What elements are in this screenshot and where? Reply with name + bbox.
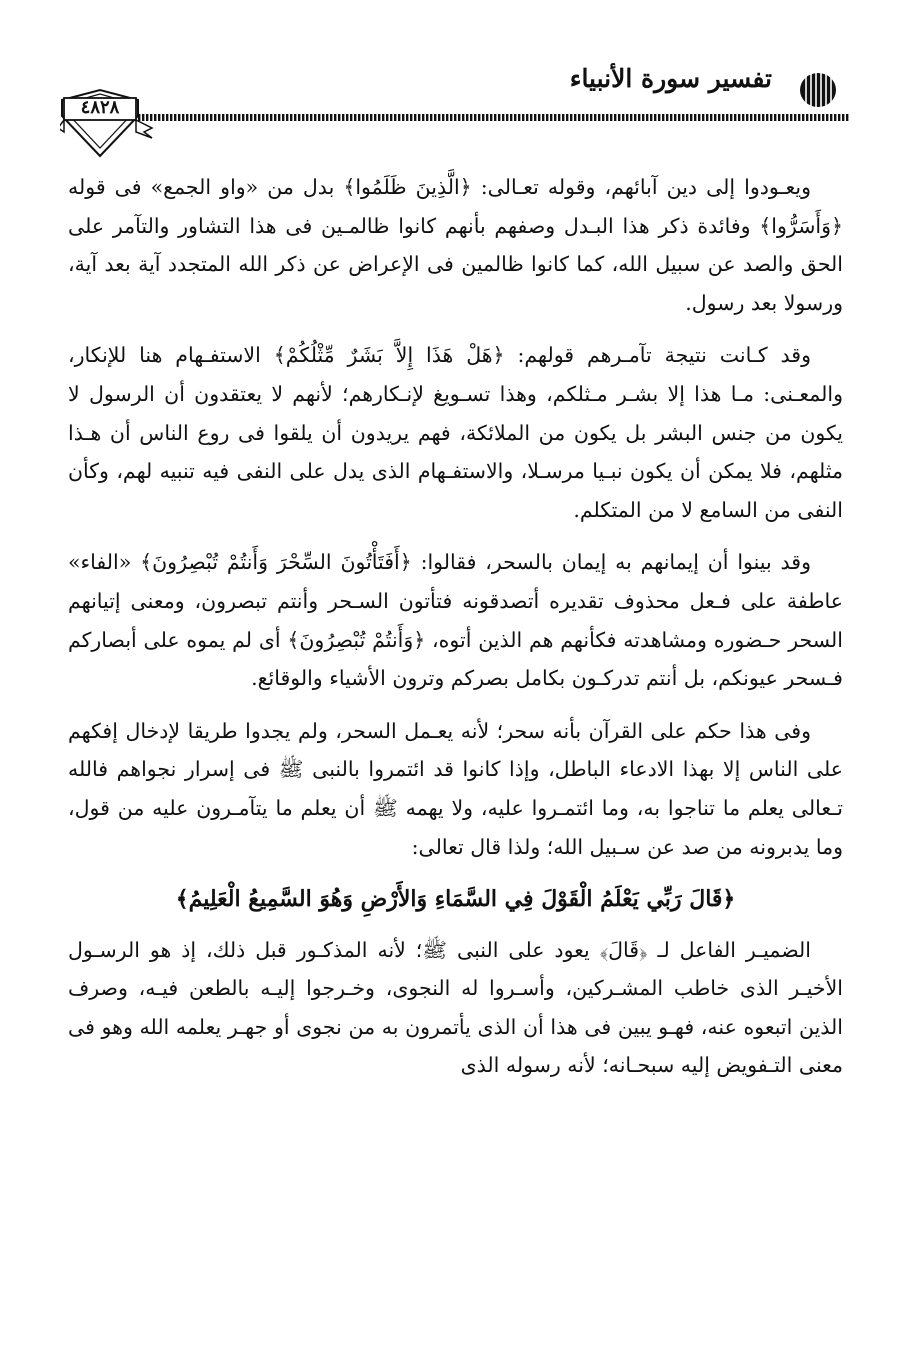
paragraph-2: وقد كـانت نتيجة تآمـرهم قولهم: ﴿هَلْ هَذَا إِلاَّ بَشَرٌ مِّثْلُكُمْ﴾ الاستفـهام هنا للإنكار، والمعـنى: مـا هذا إلا بشـر مـثلكم، وهذا تسـويغ لإنـكارهم؛ لأنهم لا يعتقدون أن الرسول لا يكون من جنس البشر بل يكون من الملائكة، فهم يريدون أن يلقوا فى روع الناس أن هـذا مثلهم، فلا يمكن أن يكون نبـيا مرسـلا، والاستفـهام الذى يدل على النفى فيه تنبيه لهم، وكأن النفى من السامع لا من المتكلم. [68, 343, 843, 522]
quran-verse: ﴿قَالَ رَبِّي يَعْلَمُ الْقَوْلَ فِي السَّمَاءِ وَالأَرْضِ وَهُوَ السَّمِيعُ الْعَلِيمُ﴾ [175, 886, 736, 913]
page-number-badge [60, 88, 160, 158]
running-title: تفسير سورة الأنبياء [569, 64, 772, 93]
header-rule [70, 114, 850, 121]
page-header [60, 60, 850, 160]
main-text [68, 168, 843, 1099]
decorative-dot-ornament-icon [796, 70, 840, 110]
paragraph-4: وفى هذا حكم على القرآن بأنه سحر؛ لأنه يعـمل السحر، ولم يجدوا طريقا لإدخال إفكهم على الناس إلا بهذا الادعاء الباطل، وإذا كانوا قد ائتمروا بالنبى ﷺ فى إسرار نجواهم فالله تـعالى يعلم ما تناجوا به، وما ائتمـروا عليه، ولا يهمه ﷺ أن يعلم ما يتآمـرون عليه من قول، وما يدبرونه من صد عن سـبيل الله؛ ولذا قال تعالى: [68, 718, 843, 859]
paragraph-1: ويعـودوا إلى دين آبائهم، وقوله تعـالى: ﴿الَّذِينَ ظَلَمُوا﴾ بدل من «واو الجمع» فى قوله ﴿وَأَسَرُّوا﴾ وفائدة ذكر هذا البـدل وصفهم بأنهم كانوا ظالمـين فى هذا التشاور والتآمر على الحق والصد عن سبيل الله، كما كانوا ظالمين فى الإعراض عن ذكر الله المتجدد آية بعد آية، ورسولا بعد رسول. [68, 175, 843, 315]
paragraph-5: الضميـر الفاعل لـ ﴿قَالَ﴾ يعود على النبى ﷺ؛ لأنه المذكـور قبل ذلك، إذ هو الرسـول الأخيـر الذى خاطب المشـركين، وأسـروا له النجوى، وخـرجوا إليـه بالطعن فيـه، وصرف الذين اتبعوه عنه، فهـو يبين فى هذا أن الذى يأتمرون به من نجوى أو جهـر يعلمه الله وهو فى معنى التـفويض إليه سبحـانه؛ لأنه رسوله الذى [68, 937, 843, 1078]
page-number: ٤٨٢٨ [80, 97, 120, 118]
paragraph-3: وقد بينوا أن إيمانهم به إيمان بالسحر، فقالوا: ﴿أَفَتَأْتُونَ السِّحْرَ وَأَنتُمْ تُبْصِرُونَ﴾ «الفاء» عاطفة على فـعل محذوف تقديره أتصدقونه فتأتون السـحر وأنتم تبصرون، ومعنى إتيانهم السحر حـضوره ومشاهدته فكأنهم هم الذين أتوه، ﴿وَأَنتُمْ تُبْصِرُونَ﴾ أى لم يموه على أبصاركم فـسحر عيونكم، بل أنتم تدركـون بكامل بصركم وترون الأشياء والوقائع. [68, 550, 843, 691]
